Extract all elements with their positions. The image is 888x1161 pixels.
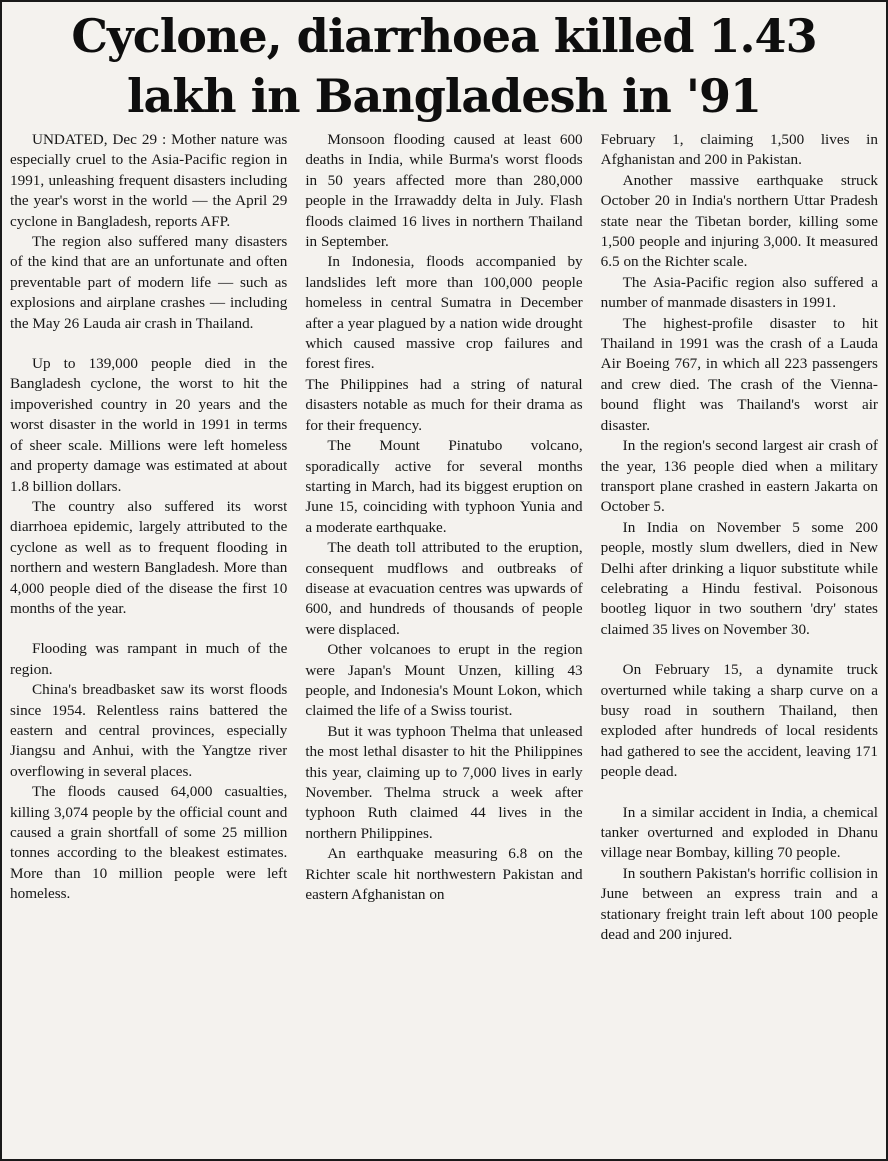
article-paragraph: Other volcanoes to erupt in the region were Japan's Mount Unzen, killing 43 people, and Indonesia's Mount Lokon, which claimed the life of a Swiss tourist. bbox=[305, 641, 583, 720]
article-paragraph: The Philippines had a string of natural disasters notable as much for their drama as for their frequency. bbox=[305, 375, 583, 434]
article-paragraph: The floods caused 64,000 casualties, killing 3,074 people by the official count and caused a grain shortfall of some 25 million tonnes according to the bleakest estimates. More than 10 million people were left homeless. bbox=[10, 783, 288, 903]
article-paragraph: UNDATED, Dec 29 : Mother nature was especially cruel to the Asia-Pacific region in 1991, unleashing frequent disasters including the year's worst in the world — the April 29 cyclone in Bangladesh, reports AFP. bbox=[10, 131, 288, 230]
article-body bbox=[10, 130, 878, 1149]
article-paragraph: The region also suffered many disasters of the kind that are an unfortunate and often preventable part of modern life — such as explosions and airplane crashes — including the May 26 Lauda air crash in Thailand. bbox=[10, 233, 288, 332]
article-column-2 bbox=[305, 130, 582, 1149]
headline-line-1: Cyclone, diarrhoea killed 1.43 bbox=[71, 9, 817, 63]
article-paragraph: Another massive earthquake struck October 20 in India's northern Uttar Pradesh state near the Tibetan border, killing some 1,500 people and injuring 3,000. It measured 6.5 on the Richter scale. bbox=[600, 171, 878, 271]
article-paragraph: The highest-profile disaster to hit Thailand in 1991 was the crash of a Lauda Air Boeing 767, in which all 223 passengers and crew died. The crash of the Vienna-bound flight was Thailand's worst air disaster. bbox=[600, 314, 878, 434]
article-paragraph: An earthquake measuring 6.8 on the Richter scale hit northwestern Pakistan and eastern Afghanistan on bbox=[305, 845, 583, 904]
article-paragraph: The death toll attributed to the eruption, consequent mudflows and outbreaks of disease at evacuation centres was upwards of 600, and hundreds of thousands of people were displaced. bbox=[305, 539, 583, 638]
headline-line-2: lakh in Bangladesh in '91 bbox=[127, 69, 761, 123]
headline bbox=[2, 2, 886, 126]
article-paragraph: In southern Pakistan's horrific collision in June between an express train and a stationary freight train left about 100 people dead and 200 injured. bbox=[600, 864, 878, 944]
article-paragraph: In Indonesia, floods accompanied by landslides left more than 100,000 people homeless in central Sumatra in December after a year plagued by a nation wide drought which caused massive crop failures and forest fires. bbox=[305, 253, 583, 373]
article-paragraph: On February 15, a dynamite truck overturned while taking a sharp curve on a busy road in southern Thailand, then exploded after hundreds of local residents had gathered to see the accident, leaving 171 people dead. bbox=[600, 661, 878, 781]
article-paragraph: The country also suffered its worst diarrhoea epidemic, largely attributed to the cyclone as well as to frequent flooding in northern and western Bangladesh. More than 4,000 people died of the disease the first 10 months of the year. bbox=[10, 497, 288, 617]
article-paragraph: China's breadbasket saw its worst floods since 1954. Relentless rains battered the eastern and central provinces, especially Jiangsu and Anhui, with the Yangtze river overflowing in several places. bbox=[10, 681, 288, 780]
article-paragraph: Flooding was rampant in much of the region. bbox=[10, 640, 288, 678]
article-paragraph: In a similar accident in India, a chemical tanker overturned and exploded in Dhanu village near Bombay, killing 70 people. bbox=[600, 803, 878, 862]
article-column-1 bbox=[10, 130, 287, 1149]
article-paragraph: The Asia-Pacific region also suffered a number of manmade disasters in 1991. bbox=[600, 273, 878, 312]
article-paragraph: In India on November 5 some 200 people, mostly slum dwellers, died in New Delhi after drinking a liquor substitute while celebrating a Hindu festival. Poisonous bootleg liquor in two southern 'dry' states claimed 35 lives on November 30. bbox=[600, 518, 878, 638]
article-paragraph: Monsoon flooding caused at least 600 deaths in India, while Burma's worst floods in 50 years affected more than 280,000 people in the Irrawaddy delta in July. Flash floods claimed 16 lives in northern Thailand in September. bbox=[305, 131, 583, 251]
article-paragraph: February 1, claiming 1,500 lives in Afghanistan and 200 in Pakistan. bbox=[600, 131, 878, 169]
article-paragraph: But it was typhoon Thelma that unleased the most lethal disaster to hit the Philippines this year, claiming up to 7,000 lives in early November. Thelma struck a week after typhoon Ruth claimed 44 lives in the northern Philippines. bbox=[305, 722, 583, 842]
article-paragraph: Up to 139,000 people died in the Bangladesh cyclone, the worst to hit the impoverished country in 20 years and the worst disaster in the world in 1991 in terms of sheer scale. Millions were left homeless and property damage was estimated at about 1.8 billion dollars. bbox=[10, 355, 288, 495]
article-column-3 bbox=[601, 130, 878, 1149]
article-paragraph: In the region's second largest air crash of the year, 136 people died when a military transport plane crashed in eastern Jakarta on October 5. bbox=[600, 437, 878, 516]
article-paragraph: The Mount Pinatubo volcano, sporadically active for several months starting in March, had its biggest eruption on June 15, coinciding with typhoon Yunia and a moderate earthquake. bbox=[305, 437, 583, 536]
